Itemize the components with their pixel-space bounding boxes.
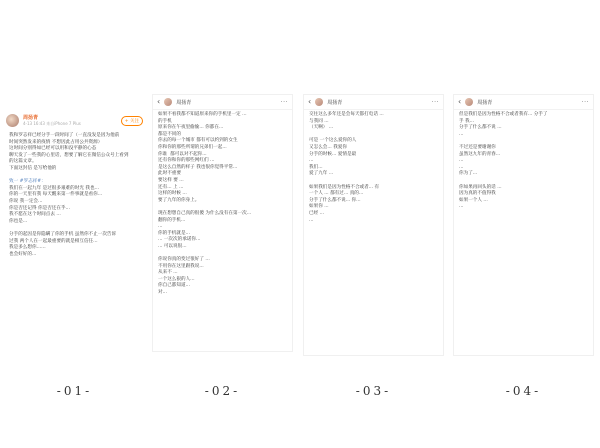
avatar[interactable]: [164, 98, 172, 106]
post-line: 你的一天里有我 每天醒来第一件事就是看你...: [9, 192, 103, 198]
avatar[interactable]: [315, 98, 323, 106]
avatar[interactable]: [6, 114, 19, 127]
post-body: [454, 110, 593, 213]
avatar[interactable]: [465, 98, 473, 106]
post-line: 过我 两个人在一起最重要的就是相互信任...: [9, 238, 98, 244]
post-line: 你说你真的变过很好了 ...: [158, 257, 210, 263]
post-line: 分手的起因是你隐瞒了你的手机 虽然你不止一次告诉: [9, 231, 117, 237]
panel-label: -02-: [204, 384, 241, 398]
post-line: 如果一个人 ...: [459, 197, 488, 203]
post-line: （天啊） ...: [309, 125, 334, 131]
post-line: 我不愿在这个时间点去 ...: [9, 212, 61, 218]
username[interactable]: 周扬青: [327, 99, 343, 106]
post-line: 一个这么狠的人...: [158, 276, 195, 282]
post-line: ...: [309, 217, 314, 223]
back-icon[interactable]: ‹: [157, 97, 161, 106]
post-line: 你自己都知道...: [158, 283, 190, 289]
post-line: 的手机: [158, 118, 172, 124]
post-line: 你为了...: [459, 171, 478, 177]
post-line: 时间突然发来的疫情 不想因此占用公共资源）: [9, 139, 103, 145]
post-line: 分手的时候... 爱情是最: [309, 151, 357, 157]
post-line: ...: [309, 158, 314, 164]
post-line: [459, 178, 588, 185]
more-icon[interactable]: ···: [280, 98, 288, 106]
post-line: 聊天发了一些我的心里话，想要了解它在微信公众号上看到: [9, 152, 129, 158]
post-line: ...: [459, 164, 464, 170]
post-line: 还有你和你的那些网红们 ...: [158, 158, 215, 164]
post-line: ...: [459, 158, 464, 164]
post-line: 的这篇文章。: [9, 159, 37, 165]
post-line: 手 我...: [459, 118, 475, 124]
post-line: 与我同 ...: [309, 118, 329, 124]
back-icon[interactable]: ‹: [458, 97, 462, 106]
weibo-post-panel-4: [453, 94, 594, 356]
post-line: 交往这么多年还是会每天都打电话 ...: [309, 112, 384, 117]
post-line: 从来不 ...: [158, 270, 178, 276]
post-line: 分手了什么都不说 ...: [459, 125, 502, 131]
post-line: 也会好好的...: [9, 251, 37, 257]
panel-label: -03-: [355, 384, 392, 398]
post-line: 是这么自然的样子 我也很你觉得平常...: [158, 164, 238, 170]
post-line: 如果不看我都不知道原来你的手机里一定 ...: [158, 112, 247, 117]
follow-button[interactable]: + 关注: [121, 116, 143, 126]
post-line: 可是 一个这么爱你的人: [309, 138, 357, 144]
more-icon[interactable]: ···: [431, 98, 439, 106]
post-line: 原来你在午夜里偷偷... 你都在...: [158, 125, 224, 131]
post-meta: 4-13 16:43 来自iPhone 7 Plus: [23, 121, 81, 126]
post-line: 如果我们是因为性格不合或者... 有: [309, 184, 380, 190]
post-line: 这样的时候 ...: [158, 191, 187, 197]
post-line: [459, 138, 588, 145]
post-body: [153, 110, 292, 299]
weibo-post-panel-3: [303, 94, 444, 356]
post-line: 你谁 都可以对不起你...: [158, 151, 207, 157]
post-line: 你如果再回头的话 ...: [459, 184, 502, 190]
username[interactable]: 周扬青: [477, 99, 493, 106]
post-line: 你的手机就是...: [158, 230, 190, 236]
post-line: 已经 ...: [309, 210, 325, 216]
post-line: [309, 178, 438, 185]
post-line: 不用你在这里跟我说...: [158, 263, 204, 269]
post-line: 下面这封信 是写给他的: [9, 165, 57, 171]
post-line: 我和罗志祥已经分手一段时间了（一直没发是因为他前: [9, 133, 120, 138]
post-line: 因为真的不值得我: [459, 191, 496, 197]
username[interactable]: 周扬青: [23, 115, 39, 121]
post-line: ... 一次次的承诺你...: [158, 237, 201, 243]
top-bar: [454, 95, 593, 110]
post-line: 你也是...: [9, 218, 28, 224]
post-line: 致一 #罗志祥#：: [9, 179, 46, 185]
post-line: ... 可以说很...: [158, 243, 187, 249]
post-line: 分手了什么都不说... 你...: [309, 197, 361, 203]
post-line: 还有... 上 ...: [158, 184, 184, 190]
post-line: 都是不同的: [158, 131, 181, 137]
post-body: [4, 131, 145, 260]
post-line: 你说 我一定会...: [9, 198, 43, 204]
post-line: 我们...: [309, 164, 325, 170]
post-header: [4, 112, 145, 131]
post-line: 此时不重要: [158, 171, 181, 177]
post-line: 又怎么会... 我爱你: [309, 144, 347, 150]
post-line: ...: [459, 204, 464, 210]
post-line: [158, 204, 287, 211]
back-icon[interactable]: ‹: [308, 97, 312, 106]
post-line: 要了九年的你身上。: [158, 197, 200, 203]
post-line: 但是我们是因为性格不合或者我有... 分手了: [459, 112, 548, 117]
panel-label: -01-: [56, 384, 93, 398]
weibo-post-panel-1: [4, 112, 145, 350]
more-icon[interactable]: ···: [581, 98, 589, 106]
top-bar: [153, 95, 292, 110]
post-line: 如果你 ...: [309, 204, 329, 210]
weibo-post-panel-2: [152, 94, 293, 352]
post-line: [9, 225, 140, 232]
post-line: 爱了九年 ...: [309, 171, 334, 177]
post-line: 你去的每一个城市 都有可以约到的女生: [158, 138, 238, 144]
post-line: 翻你的手机...: [158, 217, 186, 223]
post-line: 你是否还记得 你是否还在乎...: [9, 205, 70, 211]
post-line: 对...: [158, 290, 167, 296]
post-line: 我们在一起九年 是过很多艰难的时光 我也...: [9, 185, 99, 191]
panel-label: -04-: [505, 384, 542, 398]
post-line: 这时间分别得如已经可以用和没平静的心态: [9, 146, 97, 152]
post-line: 我是多么想你……: [9, 245, 46, 251]
post-line: 你和你的那些所谓的兄弟们一起...: [158, 144, 227, 150]
post-body: [304, 110, 443, 226]
top-bar: [304, 95, 443, 110]
post-line: ...: [158, 224, 163, 230]
post-line: 虽然这九年的青春...: [459, 151, 501, 157]
post-line: 要这样 要 ...: [158, 177, 184, 183]
username[interactable]: 周扬青: [176, 99, 192, 106]
post-line: 现在想想自己真的很傻 为什么没有在第一次...: [158, 210, 252, 216]
post-line: ...: [459, 131, 464, 137]
post-line: 不过还是要谢谢你: [459, 144, 496, 150]
post-line: 一个人 ... 都有过... 真的...: [309, 191, 364, 197]
